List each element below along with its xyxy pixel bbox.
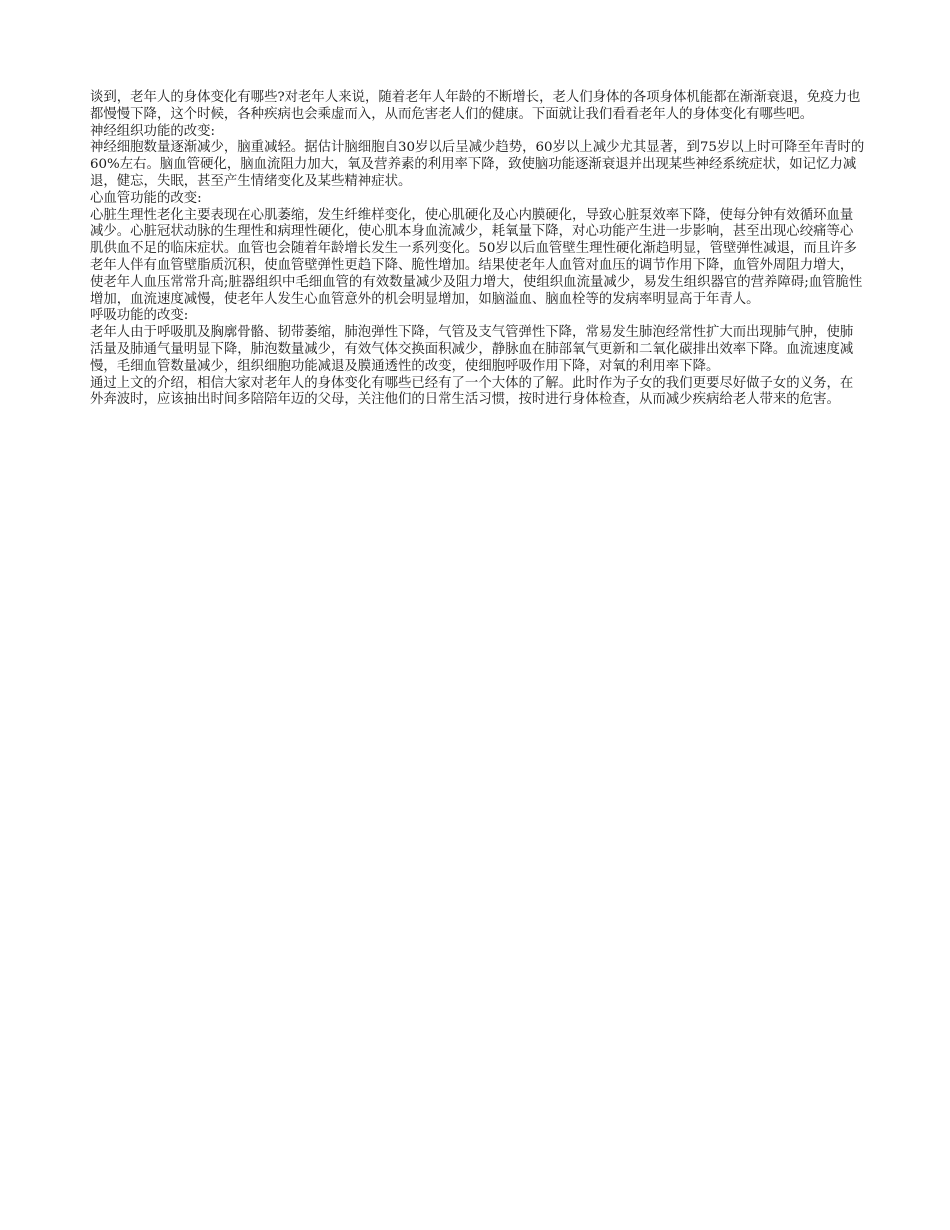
intro-paragraph: 谈到，老年人的身体变化有哪些?对老年人来说，随着老年人年龄的不断增长，老人们身体的各项身体机能都在渐渐衰退，免疫力也都慢慢下降，这个时候，各种疾病也会乘虚而入，从而危害老人们的健康。下面就让我们看看老年人的身体变化有哪些吧。 <box>90 90 861 122</box>
section-heading-nervous: 神经组织功能的改变: <box>90 123 216 139</box>
section-heading-cardiovascular: 心血管功能的改变: <box>90 190 202 206</box>
section-body-cardiovascular: 心脏生理性老化主要表现在心肌萎缩，发生纤维样变化，使心肌硬化及心内膜硬化，导致心脏泵效率下降，使每分钟有效循环血量减少。心脏冠状动脉的生理性和病理性硬化，使心肌本身血流减少，耗氧量下降，对心功能产生进一步影响，甚至出现心绞痛等心肌供血不足的临床症状。血管也会随着年龄增长发生一系列变化。50岁以后血管壁生理性硬化渐趋明显，管壁弹性减退，而且许多老年人伴有血管壁脂质沉积，使血管壁弹性更趋下降、脆性增加。结果使老年人血管对血压的调节作用下降，血管外周阻力增大，使老年人血压常常升高;脏器组织中毛细血管的有效数量减少及阻力增大，使组织血流量减少，易发生组织器官的营养障碍;血管脆性增加，血流速度减慢，使老年人发生心血管意外的机会明显增加，如脑溢血、脑血栓等的发病率明显高于年青人。 <box>90 207 863 307</box>
section-body-nervous: 神经细胞数量逐渐减少，脑重减轻。据估计脑细胞自30岁以后呈减少趋势，60岁以上减少尤其显著，到75岁以上时可降至年青时的60%左右。脑血管硬化，脑血流阻力加大，氧及营养素的利用率下降，致使脑功能逐渐衰退并出现某些神经系统症状，如记忆力减退，健忘，失眠，甚至产生情绪变化及某些精神症状。 <box>90 140 865 189</box>
article-body <box>90 90 865 409</box>
conclusion-paragraph: 通过上文的介绍，相信大家对老年人的身体变化有哪些已经有了一个大体的了解。此时作为子女的我们更要尽好做子女的义务，在外奔波时，应该抽出时间多陪陪年迈的父母，关注他们的日常生活习惯，按时进行身体检查，从而减少疾病给老人带来的危害。 <box>90 375 854 408</box>
section-body-respiratory: 老年人由于呼吸肌及胸廓骨骼、韧带萎缩，肺泡弹性下降，气管及支气管弹性下降，常易发生肺泡经常性扩大而出现肺气肿，使肺活量及肺通气量明显下降，肺泡数量减少，有效气体交换面积减少，静脉血在肺部氧气更新和二氧化碳排出效率下降。血流速度减慢，毛细血管数量减少，组织细胞功能减退及膜通透性的改变，使细胞呼吸作用下降，对氧的利用率下降。 <box>90 325 854 374</box>
section-heading-respiratory: 呼吸功能的改变: <box>90 308 189 324</box>
